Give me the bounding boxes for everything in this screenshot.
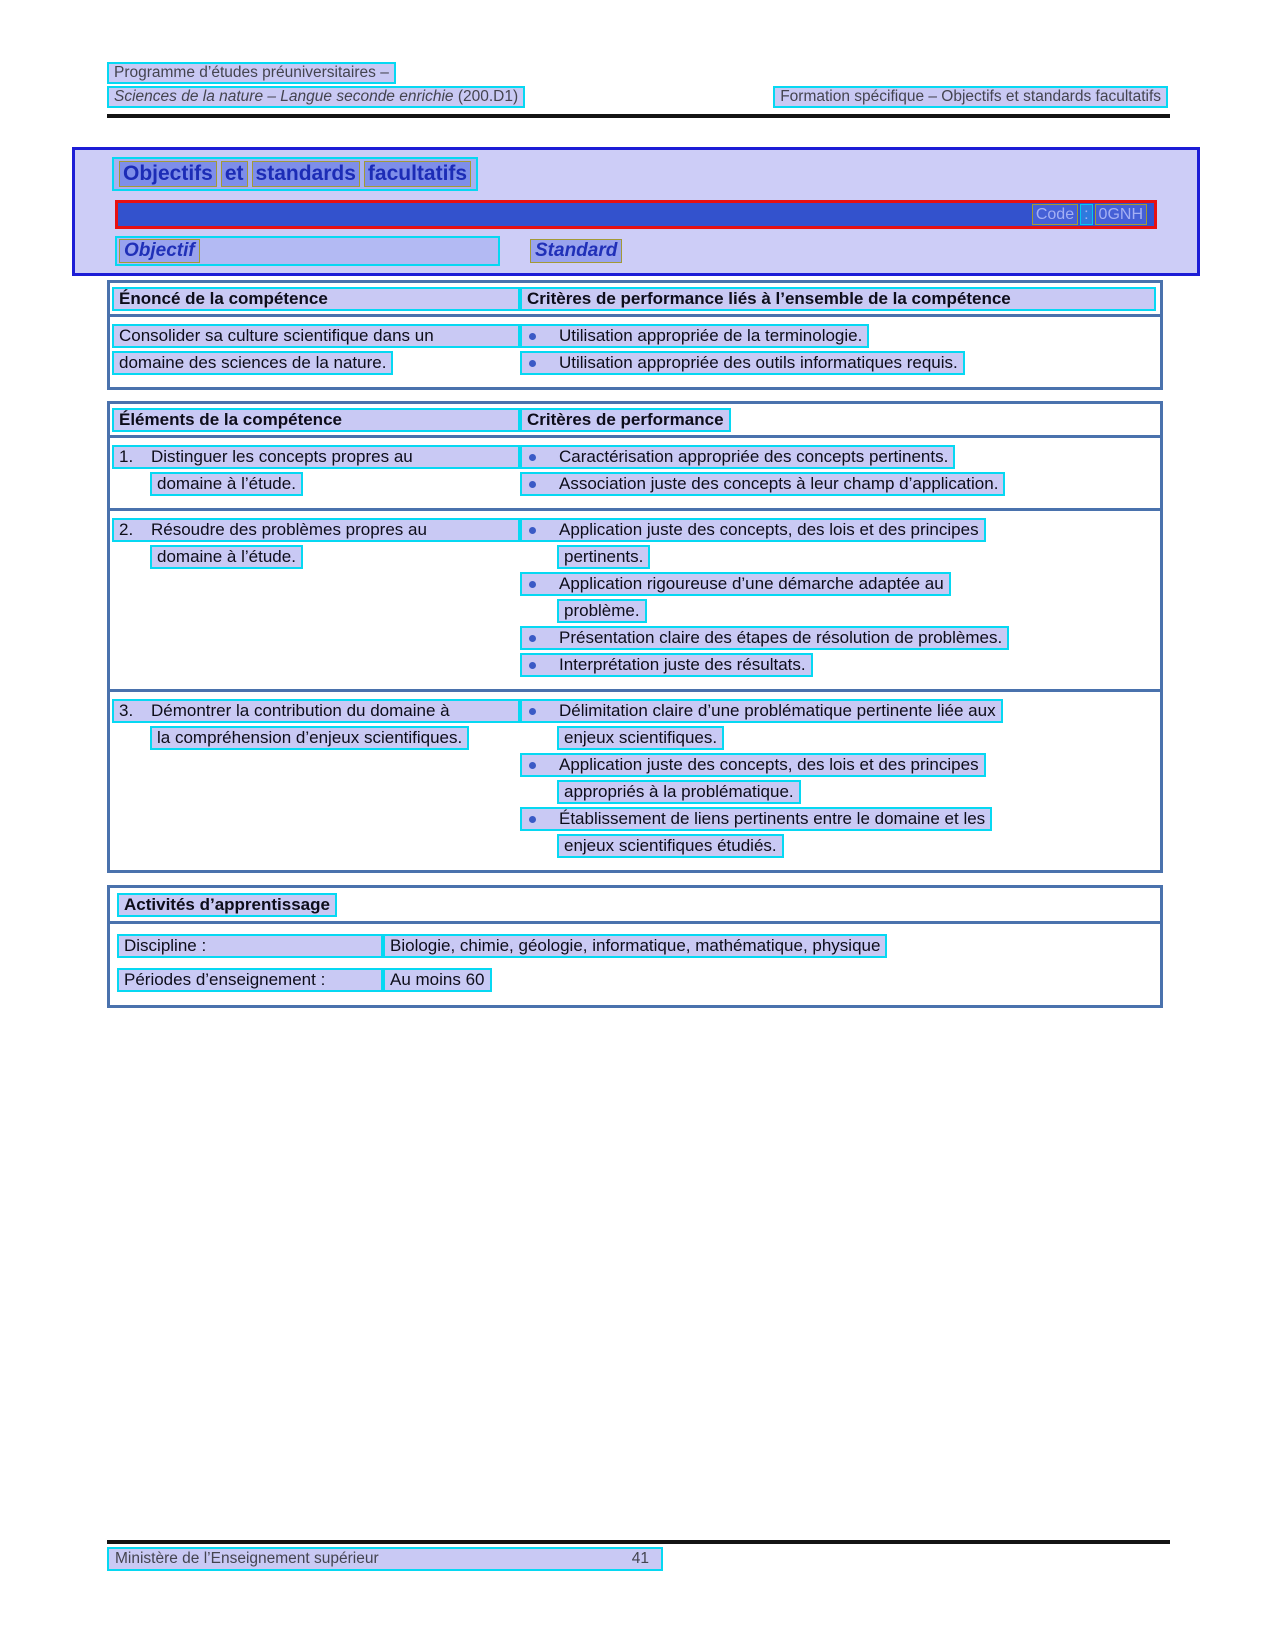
element-criteria	[520, 518, 1160, 680]
criterion-item	[520, 518, 1156, 569]
discipline-value: Biologie, chimie, géologie, informatique, mathématique, physique	[383, 934, 887, 958]
criterion-item	[520, 472, 1156, 496]
criterion-item	[520, 807, 1156, 858]
series-name: Sciences de la nature – Langue seconde enrichie	[114, 88, 454, 105]
bullet-icon	[529, 360, 536, 367]
criterion-item	[520, 626, 1156, 650]
criterion-line: Établissement de liens pertinents entre le domaine et les	[559, 809, 986, 828]
objectif-band	[115, 236, 500, 266]
element-line: domaine à l’étude.	[150, 472, 303, 496]
page-number: 41	[631, 1550, 649, 1567]
criterion-line: problème.	[557, 599, 647, 623]
col-header-enonce: Énoncé de la compétence	[112, 287, 520, 311]
col-header-elements: Éléments de la compétence	[112, 408, 520, 432]
criterion-line: Interprétation juste des résultats.	[559, 655, 806, 674]
page-footer	[0, 1540, 1275, 1651]
statement-line: Consolider sa culture scientifique dans un	[112, 324, 520, 348]
bullet-icon	[529, 333, 536, 340]
bullet-icon	[529, 527, 536, 534]
title-word: Objectifs	[119, 161, 217, 187]
title-word: facultatifs	[364, 161, 471, 187]
footer-band	[107, 1547, 663, 1571]
objectif-label: Objectif	[119, 239, 200, 263]
bullet-icon	[529, 635, 536, 642]
bullet-icon	[529, 708, 536, 715]
page-title	[112, 157, 478, 191]
criterion-item	[520, 445, 1156, 469]
code-value: 0GNH	[1095, 204, 1147, 225]
section-title: Formation spécifique – Objectifs et standards facultatifs	[773, 86, 1168, 108]
bullet-icon	[529, 481, 536, 488]
standard-band	[530, 239, 622, 263]
criterion-line: Délimitation claire d’une problématique pertinente liée aux	[559, 701, 996, 720]
criterion-line: appropriés à la problématique.	[557, 780, 801, 804]
criterion-line: Utilisation appropriée des outils informatiques requis.	[559, 353, 958, 372]
standard-label: Standard	[530, 239, 622, 263]
bullet-icon	[529, 454, 536, 461]
running-header	[107, 62, 1168, 108]
element-row-2	[110, 508, 1160, 689]
bullet-icon	[529, 816, 536, 823]
criterion-line: enjeux scientifiques étudiés.	[557, 834, 784, 858]
activities-table	[107, 885, 1163, 1008]
elements-table	[107, 401, 1163, 873]
footer-rule	[107, 1540, 1170, 1544]
discipline-label: Discipline :	[117, 934, 383, 958]
objectif-standard-row	[115, 236, 1197, 266]
criterion-line: Application juste des concepts, des lois et des principes	[559, 520, 979, 539]
element-row-1	[110, 438, 1160, 508]
col-header-criteres: Critères de performance	[520, 408, 731, 432]
criterion-line: Utilisation appropriée de la terminologie.	[559, 326, 863, 345]
code-bar	[115, 200, 1157, 229]
element-statement	[110, 699, 520, 861]
criterion-line: Présentation claire des étapes de résolution de problèmes.	[559, 628, 1003, 647]
element-number: 2.	[119, 520, 134, 539]
element-line: Démontrer la contribution du domaine à	[151, 701, 450, 720]
code-colon: :	[1080, 204, 1092, 225]
bullet-icon	[529, 762, 536, 769]
series-code: (200.D1)	[453, 88, 519, 105]
element-number: 3.	[119, 701, 134, 720]
periods-row	[110, 968, 1160, 1005]
criterion-line: enjeux scientifiques.	[557, 726, 724, 750]
criterion-line: Application rigoureuse d’une démarche adaptée au	[559, 574, 944, 593]
element-statement	[110, 518, 520, 680]
code-label: Code	[1032, 204, 1078, 225]
statement-line: domaine des sciences de la nature.	[112, 351, 393, 375]
element-criteria	[520, 445, 1160, 499]
header-line1	[107, 62, 1168, 84]
element-line: Distinguer les concepts propres au	[151, 447, 413, 466]
criterion-item	[520, 351, 1156, 375]
title-word: standards	[252, 161, 360, 187]
program-series	[107, 86, 525, 108]
activities-title: Activités d’apprentissage	[117, 893, 337, 917]
criterion-item	[520, 572, 1156, 623]
competence-criteria	[520, 324, 1160, 378]
element-line: la compréhension d’enjeux scientifiques.	[150, 726, 469, 750]
element-row-3	[110, 689, 1160, 870]
bullet-icon	[529, 662, 536, 669]
criterion-item	[520, 699, 1156, 750]
element-line: Résoudre des problèmes propres au	[151, 520, 427, 539]
element-line: domaine à l’étude.	[150, 545, 303, 569]
footer-ministry: Ministère de l’Enseignement supérieur	[115, 1550, 379, 1567]
col-header-criteres-ensemble: Critères de performance liés à l’ensemble de la compétence	[520, 287, 1156, 311]
header-rule	[107, 114, 1170, 118]
bullet-icon	[529, 581, 536, 588]
element-criteria	[520, 699, 1160, 861]
criterion-item	[520, 653, 1156, 677]
competence-statement	[110, 324, 520, 378]
element-number: 1.	[119, 447, 134, 466]
discipline-row	[110, 934, 1160, 958]
elements-table-header	[110, 404, 1160, 438]
criterion-line: Application juste des concepts, des lois et des principes	[559, 755, 979, 774]
program-title: Programme d’études préuniversitaires –	[107, 62, 396, 84]
criterion-line: pertinents.	[557, 545, 650, 569]
criterion-item	[520, 324, 1156, 348]
title-box	[72, 147, 1200, 276]
periods-label: Périodes d’enseignement :	[117, 968, 383, 992]
activities-header	[110, 888, 1160, 924]
competence-table-header	[110, 283, 1160, 317]
criterion-line: Association juste des concepts à leur champ d’application.	[559, 474, 999, 493]
periods-value: Au moins 60	[383, 968, 492, 992]
header-line2	[107, 86, 1168, 108]
criterion-line: Caractérisation appropriée des concepts pertinents.	[559, 447, 949, 466]
title-word: et	[221, 161, 248, 187]
competence-row	[110, 317, 1160, 387]
criterion-item	[520, 753, 1156, 804]
element-statement	[110, 445, 520, 499]
competence-table	[107, 280, 1163, 390]
